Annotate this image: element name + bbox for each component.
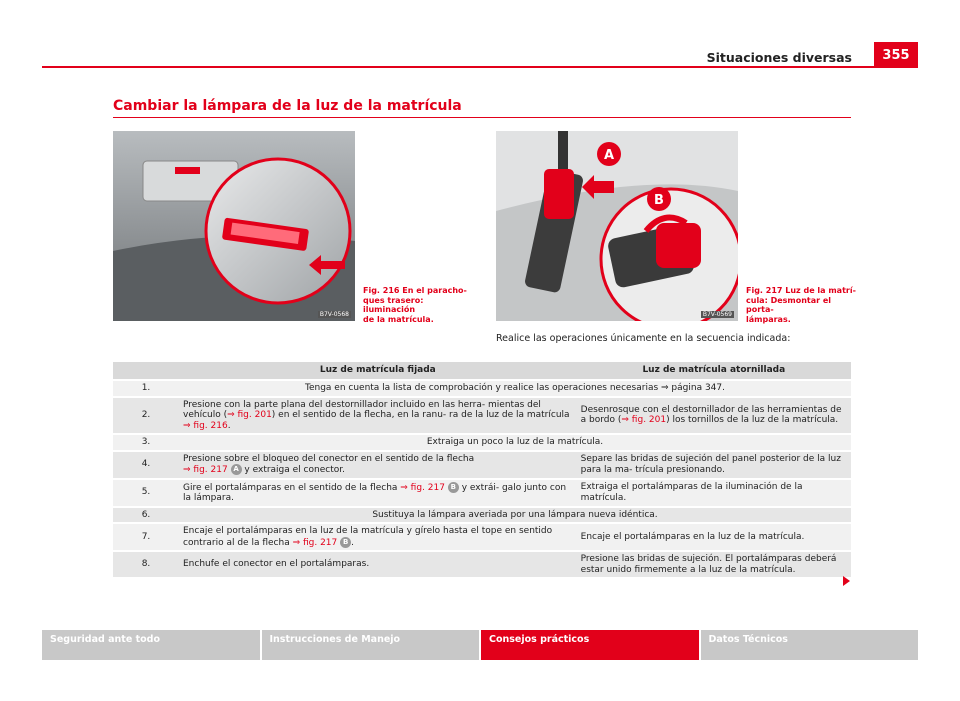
step-number: 1. — [113, 381, 179, 396]
text: galo junto con la lámpara. — [183, 482, 567, 503]
text: Desenrosque con el destornillador de las herramientas de a bordo — [580, 404, 842, 426]
step-text-fixed — [179, 480, 577, 506]
triangle-right-icon — [843, 576, 850, 586]
fig-link[interactable]: ⇒ fig. 217 — [292, 537, 338, 548]
table-row — [113, 435, 851, 450]
text: . — [351, 537, 355, 548]
caption-line: cula: Desmontar el porta- — [746, 295, 832, 314]
section-rule — [113, 117, 851, 118]
callout-b-label: B — [654, 193, 664, 208]
step-text: Sustituya la lámpara averiada por una lámpara nueva idéntica. — [179, 508, 851, 523]
table-row — [113, 552, 851, 577]
intro-text: Realice las operaciones únicamente en la secuencia indicada: — [496, 333, 791, 344]
callout-badge: A — [231, 464, 242, 475]
text: mientas del vehículo ( — [183, 399, 541, 420]
text: Encaje el portalámparas en la luz de la matrícula y gírelo hasta el tope — [183, 526, 502, 536]
header-fixed: Luz de matrícula fijada — [179, 362, 577, 379]
header-rule — [42, 66, 918, 68]
text: trícula presionando. — [635, 464, 725, 475]
step-number: 8. — [113, 552, 179, 577]
fig-link[interactable]: ⇒ fig. 216 — [183, 420, 228, 431]
callout-a-label: A — [603, 148, 615, 163]
figure-216-code: B7V-0568 — [319, 311, 349, 318]
callout-badge: B — [340, 537, 351, 548]
caption-line: lámparas. — [746, 314, 791, 324]
step-text-screwed — [577, 524, 851, 550]
caption-line: de la matrícula. — [363, 314, 434, 324]
table-header-row — [113, 362, 851, 379]
section-title: Cambiar la lámpara de la luz de la matrícula — [113, 98, 462, 114]
step-number: 6. — [113, 508, 179, 523]
table-row — [113, 452, 851, 478]
step-number: 5. — [113, 480, 179, 506]
table-row — [113, 524, 851, 550]
text: Encaje el portalámparas en la luz de la matrícula. — [580, 531, 805, 542]
callout-badge: B — [448, 482, 459, 493]
fig-link[interactable]: ⇒ fig. 217 — [400, 482, 445, 493]
header-screwed: Luz de matrícula atornillada — [577, 362, 851, 379]
footer-tab-instrucciones[interactable]: Instrucciones de Manejo — [262, 630, 480, 660]
text: Separe las bridas de sujeción del panel posterior de la luz para la ma- — [580, 454, 841, 475]
step-number: 2. — [113, 398, 179, 434]
step-text-fixed — [179, 452, 577, 478]
step-text: Tenga en cuenta la lista de comprobación y realice las operaciones necesarias ⇒ página 347. — [179, 381, 851, 396]
text: y extraiga el conector. — [241, 465, 345, 475]
header-num — [113, 362, 179, 379]
fig-link[interactable]: ⇒ fig. 217 — [183, 465, 228, 475]
text: ) en el sentido de la flecha, en la ranu- — [271, 410, 447, 420]
step-text-screwed — [577, 480, 851, 506]
step-text-screwed — [577, 452, 851, 478]
caption-line: Fig. 217 Luz de la matrí- — [746, 286, 856, 295]
step-text-fixed — [179, 552, 577, 577]
text: Presione las bridas de sujeción. El portalámparas deberá estar unido — [580, 554, 837, 575]
step-text-screwed — [577, 398, 851, 434]
step-number: 3. — [113, 435, 179, 450]
table-row — [113, 381, 851, 396]
header-title: Situaciones diversas — [706, 50, 852, 65]
text: firmemente a la luz de la matrícula. — [634, 564, 796, 575]
page-number: 355 — [874, 42, 918, 68]
text: Enchufe el conector en el portalámparas. — [183, 559, 370, 570]
step-text-fixed — [179, 524, 577, 550]
figure-216-image — [113, 131, 355, 321]
caption-line: ques trasero: iluminación — [363, 295, 424, 314]
text: ra de la luz de la matrícula — [449, 410, 570, 420]
footer-nav — [42, 630, 918, 660]
fig-link[interactable]: ⇒ fig. 201 — [621, 415, 667, 426]
figure-217-image — [496, 131, 738, 321]
text: Gire el portalámparas en el sentido de la flecha — [183, 482, 401, 493]
text: . — [227, 420, 231, 431]
step-number: 7. — [113, 524, 179, 550]
text: Presione sobre el bloqueo del conector en el sentido de la flecha — [183, 453, 475, 464]
table-row — [113, 398, 851, 434]
text: Extraiga el portalámparas de la iluminación de la matrícula. — [580, 482, 803, 503]
text: Presione con la parte plana del destornillador incluido en las herra- — [183, 399, 486, 410]
caption-line: Fig. 216 En el paracho- — [363, 286, 467, 295]
table-row — [113, 480, 851, 506]
footer-tab-consejos[interactable]: Consejos prácticos — [481, 630, 699, 660]
footer-tab-datos[interactable]: Datos Técnicos — [701, 630, 919, 660]
text: y extrái- — [458, 482, 500, 493]
figure-217-code: B7V-0569 — [702, 311, 732, 318]
fig-link[interactable]: ⇒ fig. 201 — [227, 410, 272, 420]
text: en sentido contrario al de la flecha — [183, 526, 553, 548]
step-text: Extraiga un poco la luz de la matrícula. — [179, 435, 851, 450]
figure-216-caption — [363, 286, 473, 324]
table-row — [113, 508, 851, 523]
text: ) los tornillos de la luz de la matrícula. — [666, 415, 839, 426]
step-number: 4. — [113, 452, 179, 478]
step-text-fixed — [179, 398, 577, 434]
footer-tab-seguridad[interactable]: Seguridad ante todo — [42, 630, 260, 660]
steps-table — [113, 360, 851, 579]
step-text-screwed — [577, 552, 851, 577]
figure-217-caption — [746, 286, 856, 324]
text: ( — [617, 415, 622, 426]
